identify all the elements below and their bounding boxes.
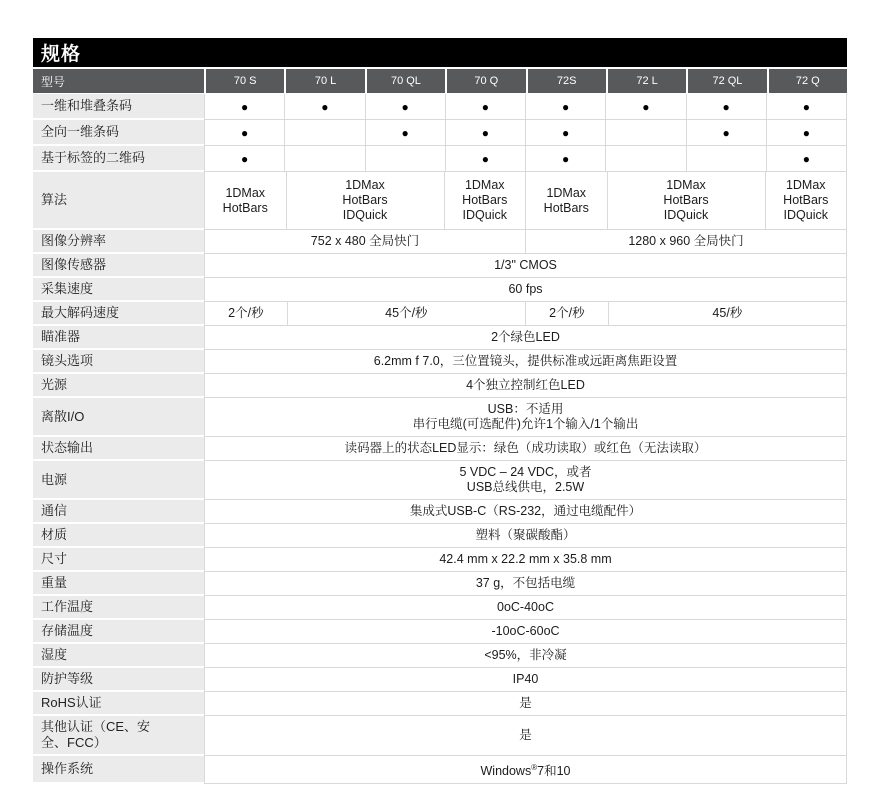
dot-icon: ● [562,99,570,114]
spec-row [33,374,847,398]
value-cell [205,230,525,254]
dot-icon: ● [241,99,249,114]
value-line: IDQuick [462,208,507,222]
row-values [204,278,847,302]
value-line: 5 VDC – 24 VDC，或者 [459,465,592,479]
value-line: HotBars [222,200,268,215]
dot-icon: ● [642,99,650,114]
feature-dot-cell [686,94,766,120]
row-values [204,668,847,692]
row-label: 操作系统 [33,756,204,784]
value-line: 是 [519,696,532,710]
model-column-header: 70 L [286,69,364,93]
value-cell [608,302,846,326]
model-column-header: 70 QL [367,69,445,93]
value-cell [205,278,846,302]
row-values [204,644,847,668]
dot-icon: ● [562,151,570,166]
value-cell [205,716,846,756]
row-label: 尺寸 [33,548,204,572]
feature-dot-cell [284,94,364,120]
dot-icon: ● [802,151,810,166]
row-values [204,254,847,278]
row-values [204,230,847,254]
feature-dot-cell [525,146,605,172]
row-label: 其他认证（CE、安全、FCC） [33,716,204,756]
value-cell [286,172,444,230]
spec-rows [33,94,847,784]
spec-row [33,278,847,302]
spec-row [33,668,847,692]
spec-row [33,326,847,350]
row-values [204,398,847,437]
feature-dot-cell [686,120,766,146]
spec-row [33,254,847,278]
row-label: 光源 [33,374,204,398]
row-label: 重量 [33,572,204,596]
value-line: 集成式USB-C（RS-232，通过电缆配件） [409,504,642,518]
value-cell [205,596,846,620]
spec-row [33,120,847,146]
row-label: 工作温度 [33,596,204,620]
feature-dot-cell [445,120,525,146]
model-column-header: 70 Q [447,69,525,93]
spec-row [33,500,847,524]
value-line: 1/3" CMOS [494,258,557,272]
value-line: 42.4 mm x 22.2 mm x 35.8 mm [439,552,612,566]
row-values [204,524,847,548]
feature-dot-cell [525,120,605,146]
row-label: 镜头选项 [33,350,204,374]
spec-row [33,461,847,500]
spec-row [33,350,847,374]
value-line: HotBars [783,193,829,207]
value-line: 37 g，不包括电缆 [475,576,576,590]
feature-empty-cell [284,146,364,172]
value-line: 1DMax [225,185,266,200]
value-line: Windows®7和10 [480,763,571,779]
feature-dot-cell [445,94,525,120]
row-label: 电源 [33,461,204,500]
dot-icon: ● [321,99,329,114]
row-values [204,94,847,120]
spec-row [33,94,847,120]
dot-icon: ● [481,99,489,114]
row-values [204,120,847,146]
row-values [204,461,847,500]
spec-row [33,620,847,644]
value-line: HotBars [342,193,388,207]
row-values [204,146,847,172]
value-cell [205,692,846,716]
row-label: 全向一维条码 [33,120,204,146]
row-label: 存储温度 [33,620,204,644]
feature-dot-cell [365,94,445,120]
dot-icon: ● [722,125,730,140]
value-cell [205,500,846,524]
feature-empty-cell [686,146,766,172]
row-label: 一维和堆叠条码 [33,94,204,120]
row-values [204,437,847,461]
dot-icon: ● [802,99,810,114]
feature-dot-cell [766,146,846,172]
value-line: 0oC-40oC [497,600,554,614]
value-cell [765,172,847,230]
model-header-row [33,69,847,93]
value-line: USB总线供电，2.5W [466,480,585,494]
value-cell [205,572,846,596]
row-label: 基于标签的二维码 [33,146,204,172]
row-label: RoHS认证 [33,692,204,716]
spec-row [33,692,847,716]
value-line: USB：不适用 [487,402,564,416]
feature-empty-cell [365,146,445,172]
spec-row [33,572,847,596]
row-values [204,374,847,398]
row-values [204,500,847,524]
spec-row [33,716,847,756]
feature-dot-cell [605,94,685,120]
row-values [204,756,847,784]
row-label: 图像传感器 [33,254,204,278]
row-values [204,620,847,644]
value-line: 塑料（聚碳酸酯） [475,528,576,542]
value-cell [607,172,765,230]
value-line: 1280 x 960 全局快门 [628,234,744,248]
model-row-label: 型号 [33,69,204,93]
value-line: HotBars [663,193,709,207]
value-cell [287,302,525,326]
row-values [204,692,847,716]
dot-icon: ● [722,99,730,114]
row-label: 瞄准器 [33,326,204,350]
spec-row [33,172,847,230]
value-cell [205,461,846,500]
spec-row [33,302,847,326]
model-column-header: 70 S [206,69,284,93]
model-cells [204,69,847,93]
value-line: 1DMax [546,185,587,200]
row-label: 防护等级 [33,668,204,692]
spec-row [33,524,847,548]
value-line: HotBars [543,200,589,215]
value-cell [205,668,846,692]
value-line: 60 fps [508,282,543,296]
dot-icon: ● [401,99,409,114]
value-line: 2个/秒 [549,306,585,320]
value-line: IDQuick [783,208,828,222]
model-column-header: 72 Q [769,69,847,93]
spec-row [33,398,847,437]
value-line: 2个绿色LED [491,330,560,344]
value-cell [525,230,846,254]
row-label: 采集速度 [33,278,204,302]
row-label: 离散I/O [33,398,204,437]
dot-icon: ● [401,125,409,140]
row-label: 算法 [33,172,204,230]
spec-row [33,437,847,461]
value-line: 6.2mm f 7.0，三位置镜头，提供标准或远距离焦距设置 [373,354,678,368]
feature-dot-cell [205,94,284,120]
row-values [204,172,847,230]
value-line: IDQuick [663,208,709,222]
row-values [204,302,847,326]
value-cell [205,524,846,548]
feature-empty-cell [605,146,685,172]
spec-row [33,548,847,572]
value-cell [205,620,846,644]
dot-icon: ● [241,151,249,166]
feature-empty-cell [605,120,685,146]
value-line: -10oC-60oC [491,624,560,638]
spec-row [33,644,847,668]
row-values [204,716,847,756]
feature-dot-cell [525,94,605,120]
row-values [204,350,847,374]
value-line: 1DMax [785,178,826,192]
table-title: 规格 [41,44,82,65]
value-cell [205,326,846,350]
row-label: 图像分辨率 [33,230,204,254]
value-cell [205,548,846,572]
row-label: 湿度 [33,644,204,668]
value-line: 1DMax [345,178,385,192]
value-line: 1DMax [666,178,706,192]
value-line: 串行电缆(可选配件)允许1个输入/1个输出 [412,417,639,431]
value-line: <95%，非冷凝 [484,648,567,662]
spec-row [33,596,847,620]
dot-icon: ● [562,125,570,140]
feature-dot-cell [365,120,445,146]
dot-icon: ● [802,125,810,140]
feature-dot-cell [205,120,284,146]
value-line: 读码器上的状态LED显示：绿色（成功读取）或红色（无法读取） [344,441,707,455]
value-line: 45个/秒 [385,306,428,320]
value-line: 2个/秒 [228,306,264,320]
value-cell [444,172,526,230]
value-line: 45/秒 [712,306,743,320]
row-values [204,326,847,350]
dot-icon: ● [481,151,489,166]
model-column-header: 72S [528,69,606,93]
value-line: 4个独立控制红色LED [466,378,585,392]
row-values [204,596,847,620]
value-line: IP40 [512,672,539,686]
value-cell [205,254,846,278]
value-cell [205,302,287,326]
spec-table [33,38,847,784]
feature-empty-cell [284,120,364,146]
feature-dot-cell [766,94,846,120]
value-cell [205,374,846,398]
row-values [204,572,847,596]
spec-row [33,146,847,172]
row-label: 状态输出 [33,437,204,461]
model-column-header: 72 QL [688,69,766,93]
value-line: 是 [519,728,532,742]
value-line: 1DMax [464,178,505,192]
dot-icon: ● [481,125,489,140]
feature-dot-cell [205,146,284,172]
value-cell [205,350,846,374]
feature-dot-cell [766,120,846,146]
value-cell [205,398,846,437]
spec-row [33,756,847,784]
feature-dot-cell [445,146,525,172]
row-label: 通信 [33,500,204,524]
registered-mark: ® [531,763,538,772]
value-cell [205,756,846,784]
row-label: 最大解码速度 [33,302,204,326]
value-cell [525,172,607,230]
value-cell [525,302,608,326]
table-title-bar [33,38,847,67]
row-label: 材质 [33,524,204,548]
value-cell [205,172,286,230]
spec-row [33,230,847,254]
value-line: HotBars [462,193,508,207]
row-values [204,548,847,572]
model-column-header: 72 L [608,69,686,93]
dot-icon: ● [241,125,249,140]
value-cell [205,437,846,461]
value-cell [205,644,846,668]
value-line: IDQuick [342,208,388,222]
value-line: 752 x 480 全局快门 [310,234,420,248]
